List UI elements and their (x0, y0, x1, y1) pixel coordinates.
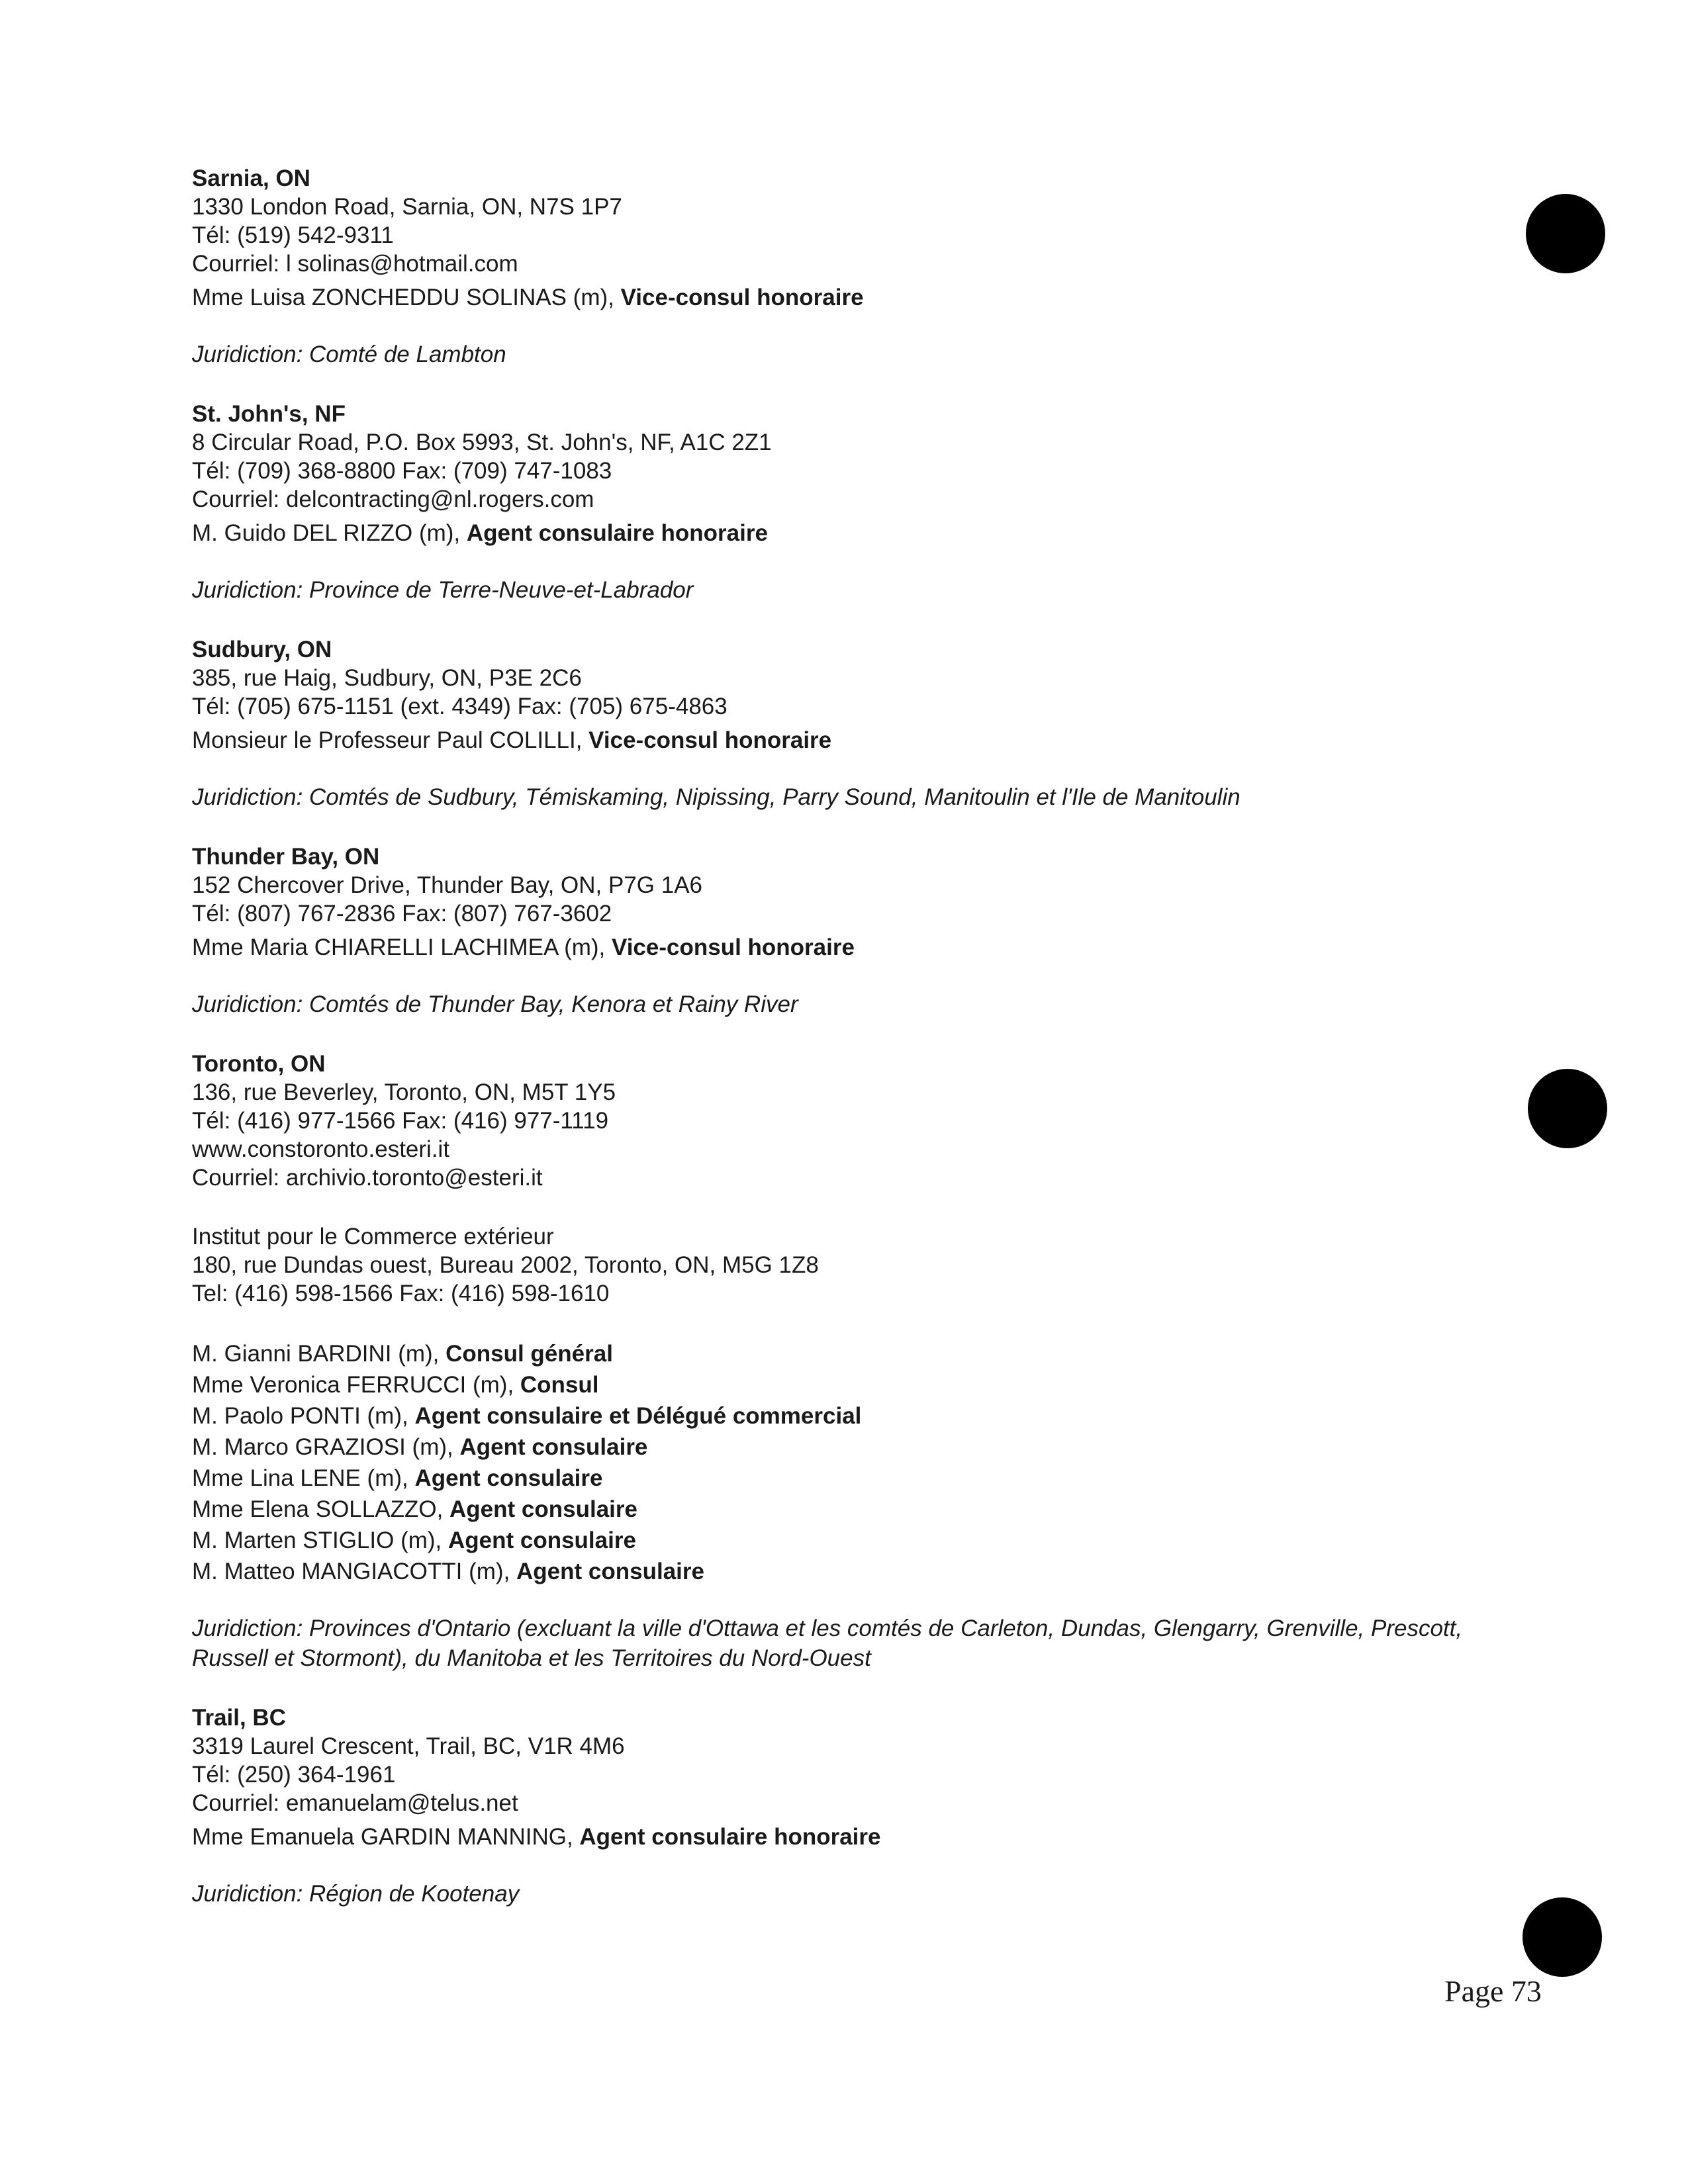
official-name: M. Gianni BARDINI (m), (192, 1341, 446, 1367)
entry-city: St. John's, NF (192, 401, 346, 427)
phone-line: Tél: (519) 542-9311 (192, 222, 394, 248)
official (192, 1338, 1489, 1369)
address-line: 8 Circular Road, P.O. Box 5993, St. John's, NF, A1C 2Z1 (192, 430, 772, 455)
official-title: Agent consulaire (459, 1434, 648, 1460)
official-name: Mme Elena SOLLAZZO, (192, 1496, 450, 1522)
jurisdiction: Juridiction: Provinces d'Ontario (excluant la ville d'Ottawa et les comtés de Carleton, Dundas, Glengarry, Grenville, Prescott, Russell et Stormont), du Manitoba et les Territoires du Nord-Ouest (192, 1615, 1463, 1671)
official (192, 1821, 1489, 1852)
phone-line: Tél: (250) 364-1961 (192, 1762, 396, 1788)
spacer (192, 1192, 1489, 1222)
address-line: 152 Chercover Drive, Thunder Bay, ON, P7G 1A6 (192, 872, 703, 898)
entry-sudbury (192, 635, 1489, 812)
official-name: Mme Veronica FERRUCCI (m), (192, 1372, 520, 1398)
spacer (192, 1308, 1489, 1338)
official (192, 518, 1489, 549)
address-line: 136, rue Beverley, Toronto, ON, M5T 1Y5 (192, 1079, 616, 1105)
official-name: M. Guido DEL RIZZO (m), (192, 520, 467, 546)
phone-line: Tél: (705) 675-1151 (ext. 4349) Fax: (705) 675-4863 (192, 694, 727, 719)
official-name: Mme Maria CHIARELLI LACHIMEA (m), (192, 934, 612, 960)
institute-phone: Tel: (416) 598-1566 Fax: (416) 598-1610 (192, 1281, 610, 1306)
official-name: M. Paolo PONTI (m), (192, 1403, 415, 1429)
jurisdiction: Juridiction: Comtés de Thunder Bay, Kenora et Rainy River (192, 991, 798, 1017)
jurisdiction: Juridiction: Région de Kootenay (192, 1881, 520, 1907)
entry-city: Toronto, ON (192, 1051, 326, 1077)
official-title: Vice-consul honoraire (620, 285, 864, 310)
official-title: Agent consulaire honoraire (579, 1824, 881, 1850)
official-title: Agent consulaire (449, 1496, 637, 1522)
jurisdiction: Juridiction: Province de Terre-Neuve-et-Labrador (192, 577, 694, 603)
official-name: Monsieur le Professeur Paul COLILLI, (192, 727, 589, 753)
official (192, 932, 1489, 963)
email-line: Courriel: delcontracting@nl.rogers.com (192, 486, 594, 512)
entry-sarnia (192, 164, 1489, 369)
entry-city: Sarnia, ON (192, 165, 310, 191)
official-name: M. Matteo MANGIACOTTI (m), (192, 1559, 517, 1584)
page-number: Page 73 (1444, 1974, 1542, 2008)
email-line: Courriel: archivio.toronto@esteri.it (192, 1165, 543, 1191)
official-title: Vice-consul honoraire (612, 934, 855, 960)
official (192, 1525, 1489, 1556)
address-line: 1330 London Road, Sarnia, ON, N7S 1P7 (192, 194, 622, 220)
official (192, 725, 1489, 756)
official-title: Agent consulaire honoraire (466, 520, 768, 546)
official-title: Agent consulaire et Délégué commercial (414, 1403, 862, 1429)
jurisdiction: Juridiction: Comtés de Sudbury, Témiskaming, Nipissing, Parry Sound, Manitoulin et l'Ile de Manitoulin (192, 784, 1241, 810)
official-title: Agent consulaire (414, 1465, 603, 1491)
entry-city: Trail, BC (192, 1705, 286, 1731)
phone-line: Tél: (807) 767-2836 Fax: (807) 767-3602 (192, 901, 612, 927)
official-title: Consul (520, 1372, 599, 1398)
institute-address: 180, rue Dundas ouest, Bureau 2002, Toronto, ON, M5G 1Z8 (192, 1252, 819, 1278)
website-line: www.constoronto.esteri.it (192, 1136, 450, 1162)
official (192, 1463, 1489, 1494)
official (192, 1556, 1489, 1587)
jurisdiction: Juridiction: Comté de Lambton (192, 341, 506, 367)
official (192, 282, 1489, 313)
email-line: Courriel: emanuelam@telus.net (192, 1790, 518, 1816)
punch-hole-top (1526, 194, 1605, 273)
address-line: 385, rue Haig, Sudbury, ON, P3E 2C6 (192, 665, 582, 691)
official (192, 1400, 1489, 1432)
official-title: Vice-consul honoraire (588, 727, 832, 753)
entry-city: Thunder Bay, ON (192, 844, 380, 870)
official (192, 1369, 1489, 1400)
institute-name: Institut pour le Commerce extérieur (192, 1224, 554, 1250)
official (192, 1494, 1489, 1525)
official-title: Agent consulaire (516, 1559, 704, 1584)
entry-trail (192, 1704, 1489, 1909)
consulate-listing (192, 164, 1489, 1939)
punch-hole-bottom (1523, 1897, 1602, 1977)
phone-line: Tél: (709) 368-8800 Fax: (709) 747-1083 (192, 458, 612, 484)
entry-st-johns (192, 400, 1489, 605)
entry-thunder-bay (192, 842, 1489, 1019)
address-line: 3319 Laurel Crescent, Trail, BC, V1R 4M6 (192, 1733, 625, 1759)
official-name: M. Marco GRAZIOSI (m), (192, 1434, 460, 1460)
official-title: Agent consulaire (447, 1527, 636, 1553)
punch-hole-middle (1528, 1069, 1607, 1148)
official-name: Mme Emanuela GARDIN MANNING, (192, 1824, 580, 1850)
official-name: Mme Lina LENE (m), (192, 1465, 415, 1491)
official-name: M. Marten STIGLIO (m), (192, 1527, 448, 1553)
phone-line: Tél: (416) 977-1566 Fax: (416) 977-1119 (192, 1108, 609, 1134)
official-title: Consul général (445, 1341, 613, 1367)
email-line: Courriel: l solinas@hotmail.com (192, 251, 518, 277)
entry-city: Sudbury, ON (192, 637, 332, 662)
official-name: Mme Luisa ZONCHEDDU SOLINAS (m), (192, 285, 621, 310)
entry-toronto (192, 1050, 1489, 1673)
official (192, 1432, 1489, 1463)
